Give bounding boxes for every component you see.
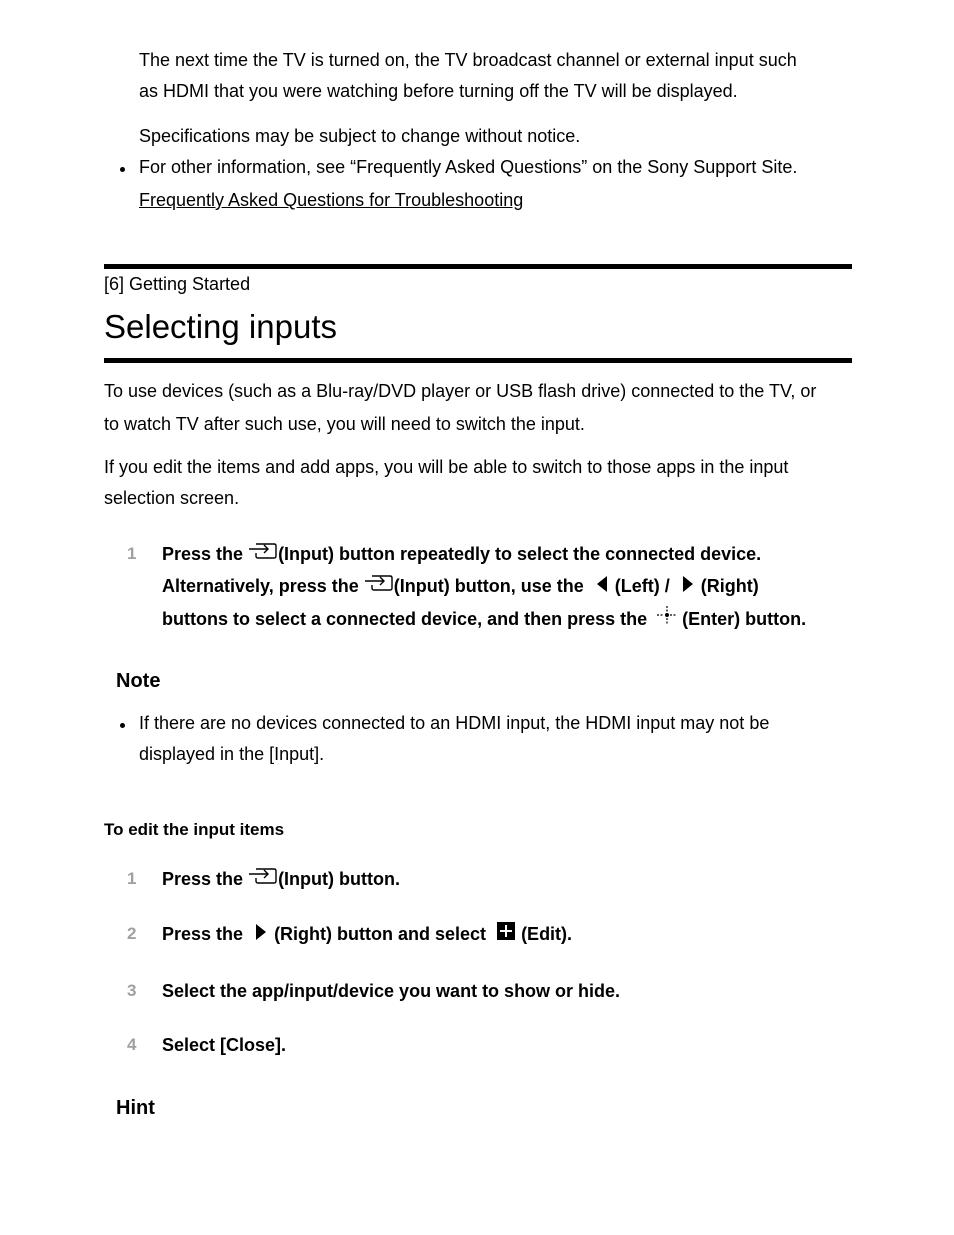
step1-line2 bbox=[162, 570, 759, 604]
right-arrow-icon bbox=[254, 919, 268, 952]
hint-heading: Hint bbox=[116, 1097, 155, 1119]
input-icon bbox=[364, 571, 394, 604]
step-text: Press the bbox=[162, 924, 244, 944]
edit-step2-number: 2 bbox=[127, 924, 137, 943]
note-line2: displayed in the [Input]. bbox=[139, 744, 325, 764]
intro1-line2: to watch TV after such use, you will need to switch the input. bbox=[104, 414, 585, 434]
step1-line3 bbox=[162, 603, 806, 637]
step1-text: Press the bbox=[162, 544, 244, 564]
step1-number: 1 bbox=[127, 544, 137, 563]
step-text: (Edit). bbox=[521, 924, 573, 944]
top-para1-line2: as HDMI that you were watching before turning off the TV will be displayed. bbox=[139, 81, 738, 101]
note-heading: Note bbox=[116, 670, 161, 692]
title-rule bbox=[104, 358, 852, 363]
step1-text: buttons to select a connected device, and then press the bbox=[162, 609, 648, 629]
breadcrumb: [6] Getting Started bbox=[104, 274, 251, 294]
edit-step4-number: 4 bbox=[127, 1035, 137, 1054]
intro2-line1: If you edit the items and add apps, you will be able to switch to those apps in the input bbox=[104, 457, 789, 477]
enter-icon bbox=[656, 604, 678, 637]
edit-step3: Select the app/input/device you want to show or hide. bbox=[162, 981, 621, 1001]
step1-text: (Right) bbox=[700, 576, 759, 596]
edit-heading: To edit the input items bbox=[104, 820, 285, 839]
step1-line1 bbox=[162, 538, 761, 572]
top-bullet: For other information, see “Frequently Asked Questions” on the Sony Support Site. bbox=[139, 157, 798, 177]
top-para1-line1: The next time the TV is turned on, the TV broadcast channel or external input such bbox=[139, 50, 797, 70]
top-rule bbox=[104, 264, 852, 269]
edit-step2 bbox=[162, 918, 572, 952]
edit-step1 bbox=[162, 863, 400, 897]
page-title: Selecting inputs bbox=[104, 308, 337, 345]
step1-text: (Input) button, use the bbox=[393, 576, 584, 596]
input-icon bbox=[248, 864, 278, 897]
edit-step4: Select [Close]. bbox=[162, 1035, 287, 1055]
faq-link[interactable]: Frequently Asked Questions for Troubleshooting bbox=[139, 190, 524, 210]
step1-text: Alternatively, press the bbox=[162, 576, 359, 596]
step1-text: (Enter) button. bbox=[682, 609, 807, 629]
top-para2: Specifications may be subject to change without notice. bbox=[139, 126, 581, 146]
right-arrow-icon bbox=[681, 571, 695, 604]
bullet-dot bbox=[120, 723, 125, 728]
step-text: Press the bbox=[162, 869, 244, 889]
edit-step3-number: 3 bbox=[127, 981, 137, 1000]
bullet-dot bbox=[120, 167, 125, 172]
edit-plus-icon bbox=[496, 919, 516, 952]
input-icon bbox=[248, 539, 278, 572]
note-line1: If there are no devices connected to an HDMI input, the HDMI input may not be bbox=[139, 713, 770, 733]
intro1-line1: To use devices (such as a Blu-ray/DVD player or USB flash drive) connected to the TV, or bbox=[104, 381, 817, 401]
step1-text: (Left) / bbox=[614, 576, 670, 596]
intro2-line2: selection screen. bbox=[104, 488, 240, 508]
edit-step1-number: 1 bbox=[127, 869, 137, 888]
step-text: (Right) button and select bbox=[274, 924, 487, 944]
step1-text: (Input) button repeatedly to select the connected device. bbox=[278, 544, 762, 564]
step-text: (Input) button. bbox=[278, 869, 401, 889]
faq-link-wrap bbox=[139, 185, 523, 216]
left-arrow-icon bbox=[595, 571, 609, 604]
